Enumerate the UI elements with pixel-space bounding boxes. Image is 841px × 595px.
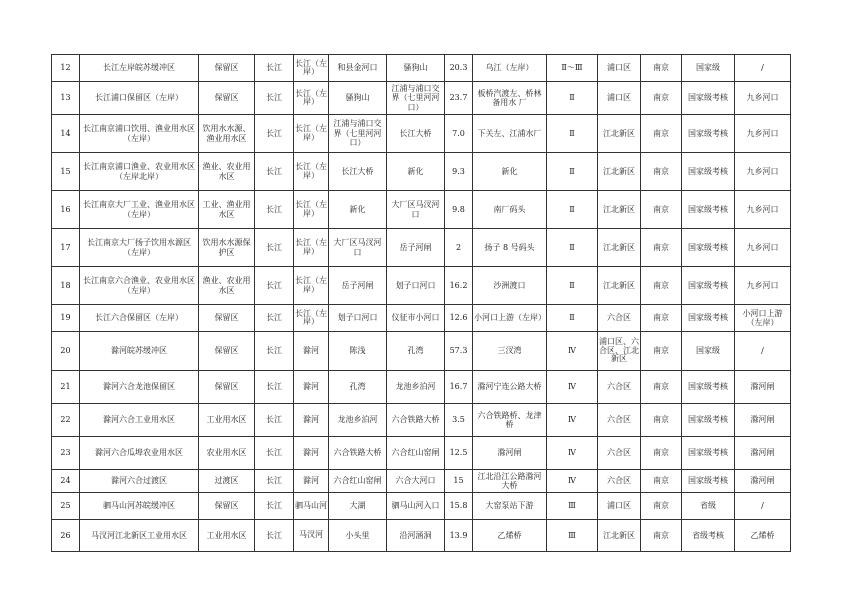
city-cell: 南京 [641,229,682,267]
end-point-cell: 仪征市小河口 [387,305,445,332]
basin-cell: 长江 [255,437,294,470]
zone-type-cell: 保留区 [199,332,255,371]
monitoring-point-cell: 滁河宁连公路大桥 [473,371,547,404]
start-point-cell: 江浦与浦口交界（七里河河口） [329,115,387,153]
length-cell: 3.5 [445,404,473,437]
table-row [52,115,791,153]
start-point-cell: 小头里 [329,520,387,552]
start-point-cell: 大厂区马汊河口 [329,229,387,267]
table-row [52,267,791,305]
start-point-cell: 长江大桥 [329,153,387,191]
monitoring-point-cell: 小河口上游（左岸） [473,305,547,332]
control-station-cell: / [735,493,791,520]
basin-cell: 长江 [255,493,294,520]
control-station-cell: 滁河闸 [735,371,791,404]
district-cell: 六合区 [598,404,641,437]
district-cell: 浦口区 [598,55,641,82]
zone-type-cell: 保留区 [199,371,255,404]
district-cell: 江北新区 [598,267,641,305]
basin-cell: 长江 [255,305,294,332]
length-cell: 16.2 [445,267,473,305]
end-point-cell: 新化 [387,153,445,191]
river-cell: 滁河 [294,470,329,493]
length-cell: 16.7 [445,371,473,404]
water-grade-cell: Ⅱ [547,229,598,267]
zone-name-cell: 长江南京浦口饮用、渔业用水区（左岸） [80,115,199,153]
end-point-cell: 划子口河口 [387,267,445,305]
assessment-level-cell: 国家级 [682,332,735,371]
assessment-level-cell: 国家级考核 [682,267,735,305]
monitoring-point-cell: 板桥汽渡左、桥林备用水 厂 [473,82,547,115]
zone-name-cell: 长江左岸皖苏缓冲区 [80,55,199,82]
city-cell: 南京 [641,305,682,332]
length-cell: 15.8 [445,493,473,520]
river-cell: 滁河 [294,404,329,437]
zone-type-cell: 渔业、农业用水区 [199,267,255,305]
table-row [52,437,791,470]
assessment-level-cell: 国家级考核 [682,371,735,404]
river-cell: 长江（左岸） [294,82,329,115]
assessment-level-cell: 省级 [682,493,735,520]
city-cell: 南京 [641,404,682,437]
row-number-cell: 22 [52,404,80,437]
length-cell: 12.6 [445,305,473,332]
water-grade-cell: Ⅱ [547,305,598,332]
city-cell: 南京 [641,520,682,552]
row-number-cell: 13 [52,82,80,115]
zone-name-cell: 长江南京大厂扬子饮用水源区（左岸） [80,229,199,267]
water-grade-cell: Ⅱ～Ⅲ [547,55,598,82]
assessment-level-cell: 国家级考核 [682,191,735,229]
control-station-cell: 滁河闸 [735,404,791,437]
zone-name-cell: 滁河六合龙池保留区 [80,371,199,404]
monitoring-point-cell: 沙洲渡口 [473,267,547,305]
zone-type-cell: 保留区 [199,55,255,82]
basin-cell: 长江 [255,404,294,437]
row-number-cell: 15 [52,153,80,191]
district-cell: 六合区 [598,437,641,470]
water-grade-cell: Ⅳ [547,470,598,493]
basin-cell: 长江 [255,115,294,153]
city-cell: 南京 [641,437,682,470]
monitoring-point-cell: 三汊湾 [473,332,547,371]
city-cell: 南京 [641,371,682,404]
zone-name-cell: 滁河六合瓜埠农业用水区 [80,437,199,470]
zone-name-cell: 滁河皖苏缓冲区 [80,332,199,371]
monitoring-point-cell: 滁河闸 [473,437,547,470]
length-cell: 9.3 [445,153,473,191]
zone-type-cell: 饮用水水源保护区 [199,229,255,267]
table-row [52,229,791,267]
basin-cell: 长江 [255,470,294,493]
length-cell: 15 [445,470,473,493]
zone-name-cell: 长江六合保留区（左岸） [80,305,199,332]
row-number-cell: 25 [52,493,80,520]
row-number-cell: 12 [52,55,80,82]
monitoring-point-cell: 大窑泵站下游 [473,493,547,520]
zone-type-cell: 饮用水水源、渔业用水区 [199,115,255,153]
start-point-cell: 六合红山窑闸 [329,470,387,493]
district-cell: 江北新区 [598,520,641,552]
district-cell: 江北新区 [598,153,641,191]
river-cell: 驷马山河 [294,493,329,520]
zone-type-cell: 渔业、农业用水区 [199,153,255,191]
monitoring-point-cell: 江北沿江公路滁河大桥 [473,470,547,493]
zone-name-cell: 滁河六合过渡区 [80,470,199,493]
end-point-cell: 大厂区马汊河口 [387,191,445,229]
water-grade-cell: Ⅱ [547,267,598,305]
control-station-cell: / [735,332,791,371]
row-number-cell: 16 [52,191,80,229]
length-cell: 23.7 [445,82,473,115]
control-station-cell: 九乡河口 [735,267,791,305]
basin-cell: 长江 [255,229,294,267]
monitoring-point-cell: 下关左、江浦水厂 [473,115,547,153]
assessment-level-cell: 国家级考核 [682,115,735,153]
control-station-cell: 九乡河口 [735,153,791,191]
end-point-cell: 六合大河口 [387,470,445,493]
table-row [52,191,791,229]
basin-cell: 长江 [255,332,294,371]
start-point-cell: 划子口河口 [329,305,387,332]
length-cell: 57.3 [445,332,473,371]
assessment-level-cell: 国家级考核 [682,153,735,191]
assessment-level-cell: 国家级考核 [682,437,735,470]
control-station-cell: 滁河闸 [735,437,791,470]
assessment-level-cell: 省级考核 [682,520,735,552]
start-point-cell: 和县金河口 [329,55,387,82]
zone-type-cell: 保留区 [199,82,255,115]
district-cell: 浦口区 [598,493,641,520]
row-number-cell: 18 [52,267,80,305]
length-cell: 7.0 [445,115,473,153]
table-row [52,305,791,332]
length-cell: 13.9 [445,520,473,552]
start-point-cell: 大湖 [329,493,387,520]
river-cell: 长江（左岸） [294,191,329,229]
table-row [52,55,791,82]
row-number-cell: 14 [52,115,80,153]
assessment-level-cell: 国家级考核 [682,82,735,115]
basin-cell: 长江 [255,267,294,305]
zone-type-cell: 保留区 [199,493,255,520]
basin-cell: 长江 [255,191,294,229]
district-cell: 六合区 [598,305,641,332]
river-cell: 长江（左岸） [294,305,329,332]
basin-cell: 长江 [255,82,294,115]
city-cell: 南京 [641,191,682,229]
table-row [52,520,791,552]
control-station-cell: / [735,55,791,82]
basin-cell: 长江 [255,55,294,82]
city-cell: 南京 [641,82,682,115]
end-point-cell: 骚狗山 [387,55,445,82]
monitoring-point-cell: 乙烯桥 [473,520,547,552]
row-number-cell: 20 [52,332,80,371]
start-point-cell: 六合铁路大桥 [329,437,387,470]
monitoring-point-cell: 扬子 8 号码头 [473,229,547,267]
basin-cell: 长江 [255,520,294,552]
monitoring-point-cell: 六合铁路桥、龙津桥 [473,404,547,437]
table-row [52,153,791,191]
zone-type-cell: 工业、渔业用水区 [199,191,255,229]
table-row [52,332,791,371]
zone-type-cell: 过渡区 [199,470,255,493]
row-number-cell: 26 [52,520,80,552]
river-cell: 长江（左岸） [294,229,329,267]
end-point-cell: 六合铁路大桥 [387,404,445,437]
start-point-cell: 陈浅 [329,332,387,371]
control-station-cell: 九乡河口 [735,229,791,267]
monitoring-point-cell: 新化 [473,153,547,191]
district-cell: 浦口区、六合区、江北新区 [598,332,641,371]
control-station-cell: 小河口上游（左岸） [735,305,791,332]
zone-name-cell: 长江浦口保留区（左岸） [80,82,199,115]
zone-name-cell: 长江南京大厂工业、渔业用水区（左岸） [80,191,199,229]
control-station-cell: 九乡河口 [735,191,791,229]
district-cell: 江北新区 [598,191,641,229]
basin-cell: 长江 [255,371,294,404]
control-station-cell: 九乡河口 [735,82,791,115]
water-grade-cell: Ⅳ [547,332,598,371]
start-point-cell: 岳子河闸 [329,267,387,305]
end-point-cell: 孔湾 [387,332,445,371]
table-row [52,470,791,493]
district-cell: 六合区 [598,371,641,404]
water-grade-cell: Ⅱ [547,153,598,191]
zone-name-cell: 滁河六合工业用水区 [80,404,199,437]
water-grade-cell: Ⅲ [547,520,598,552]
assessment-level-cell: 国家级考核 [682,229,735,267]
district-cell: 江北新区 [598,229,641,267]
row-number-cell: 17 [52,229,80,267]
control-station-cell: 乙烯桥 [735,520,791,552]
end-point-cell: 六合红山窑闸 [387,437,445,470]
zone-name-cell: 长江南京浦口渔业、农业用水区（左岸北岸） [80,153,199,191]
end-point-cell: 长江大桥 [387,115,445,153]
basin-cell: 长江 [255,153,294,191]
monitoring-point-cell: 乌江（左岸） [473,55,547,82]
start-point-cell: 孔湾 [329,371,387,404]
control-station-cell: 九乡河口 [735,115,791,153]
row-number-cell: 24 [52,470,80,493]
end-point-cell: 江浦与浦口交界（七里河河口） [387,82,445,115]
control-station-cell: 滁河闸 [735,470,791,493]
city-cell: 南京 [641,493,682,520]
river-cell: 长江（左岸） [294,153,329,191]
city-cell: 南京 [641,332,682,371]
assessment-level-cell: 国家级考核 [682,305,735,332]
assessment-level-cell: 国家级 [682,55,735,82]
river-cell: 长江（左岸） [294,115,329,153]
start-point-cell: 新化 [329,191,387,229]
zone-name-cell: 长江南京六合渔业、农业用水区（左岸） [80,267,199,305]
zone-type-cell: 保留区 [199,305,255,332]
district-cell: 浦口区 [598,82,641,115]
water-grade-cell: Ⅱ [547,115,598,153]
end-point-cell: 沿河涵洞 [387,520,445,552]
end-point-cell: 龙池乡泊河 [387,371,445,404]
length-cell: 2 [445,229,473,267]
length-cell: 9.8 [445,191,473,229]
table-row [52,404,791,437]
water-grade-cell: Ⅱ [547,191,598,229]
row-number-cell: 19 [52,305,80,332]
district-cell: 六合区 [598,470,641,493]
table-row [52,493,791,520]
river-cell: 滁河 [294,371,329,404]
river-cell: 长江（左岸） [294,267,329,305]
city-cell: 南京 [641,115,682,153]
water-grade-cell: Ⅳ [547,371,598,404]
row-number-cell: 23 [52,437,80,470]
city-cell: 南京 [641,55,682,82]
start-point-cell: 骚狗山 [329,82,387,115]
water-grade-cell: Ⅳ [547,404,598,437]
water-grade-cell: Ⅲ [547,493,598,520]
river-cell: 长江（左岸） [294,55,329,82]
water-function-zone-table [51,54,791,552]
zone-type-cell: 工业用水区 [199,520,255,552]
river-cell: 滁河 [294,437,329,470]
monitoring-point-cell: 南厂码头 [473,191,547,229]
water-grade-cell: Ⅳ [547,437,598,470]
end-point-cell: 岳子河闸 [387,229,445,267]
row-number-cell: 21 [52,371,80,404]
length-cell: 20.3 [445,55,473,82]
city-cell: 南京 [641,267,682,305]
assessment-level-cell: 国家级考核 [682,404,735,437]
city-cell: 南京 [641,153,682,191]
start-point-cell: 龙池乡泊河 [329,404,387,437]
district-cell: 江北新区 [598,115,641,153]
river-cell: 马汊河 [294,520,329,552]
zone-type-cell: 农业用水区 [199,437,255,470]
zone-type-cell: 工业用水区 [199,404,255,437]
river-cell: 滁河 [294,332,329,371]
water-grade-cell: Ⅱ [547,82,598,115]
zone-name-cell: 马汊河江北新区工业用水区 [80,520,199,552]
length-cell: 12.5 [445,437,473,470]
table-row [52,82,791,115]
table-row [52,371,791,404]
zone-name-cell: 驷马山河苏皖缓冲区 [80,493,199,520]
city-cell: 南京 [641,470,682,493]
assessment-level-cell: 国家级考核 [682,470,735,493]
end-point-cell: 驷马山河入口 [387,493,445,520]
